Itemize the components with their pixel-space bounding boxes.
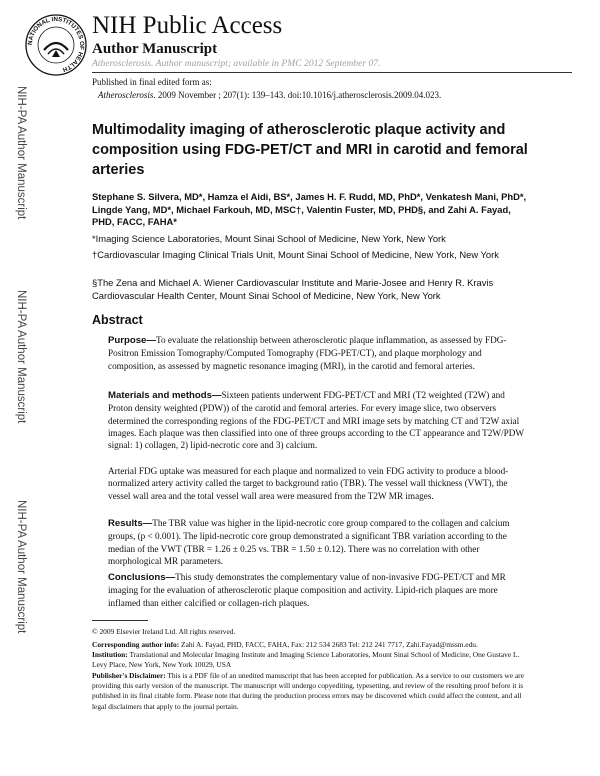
methods-text: Sixteen patients underwent FDG-PET/CT and MRI (T2 weighted (T2W) and Proton density weighted (PDW)) of the carotid and femoral arteries. For every image slice, two observers determined the corresponding regions of the FDG-PET/CT and MRI image sets by matching CT and T2W axial images. Each plaque was then classified into one of three groups according to the CT appearance and T2W/PDW signal: 1) collagen, 2) lipid-necrotic core and 3) calcium. xyxy=(108,390,524,451)
abstract-heading: Abstract xyxy=(92,313,143,327)
abstract-results xyxy=(108,517,524,567)
affiliation-3: §The Zena and Michael A. Wiener Cardiovascular Institute and Marie-Josee and Henry R. Kravis Cardiovascular Health Center, Mount Sinai School of Medicine, New York, New York xyxy=(92,277,494,301)
affiliation-2: †Cardiovascular Imaging Clinical Trials Unit, Mount Sinai School of Medicine, New York, New York xyxy=(92,249,499,260)
institution-label: Institution: xyxy=(92,650,128,659)
side-label-top: NIH-PA Author Manuscript xyxy=(15,86,27,220)
availability-note: Atherosclerosis. Author manuscript; available in PMC 2012 September 07. xyxy=(92,58,381,69)
publisher-disclaimer xyxy=(92,671,532,712)
header-divider xyxy=(92,72,572,73)
article-title: Multimodality imaging of atherosclerotic plaque activity and composition using FDG-PET/CT and MRI in carotid and femoral arteries xyxy=(92,122,528,178)
citation-line xyxy=(92,89,441,102)
side-label-middle: NIH-PA Author Manuscript xyxy=(15,290,27,424)
disclaimer-text: This is a PDF file of an unedited manuscript that has been accepted for publication. As a service to our customers we are providing this early version of the manuscript. The manuscript will undergo copyediting, typesetting, and review of the resulting proof before it is published in its final citable form. Please note that during the production process errors may be discovered which could affect the content, and all legal disclaimers that apply to the journal pertain. xyxy=(92,671,524,711)
purpose-text: To evaluate the relationship between atherosclerotic plaque inflammation, as assessed by FDG-Positron Emission Tomography/Computed Tomography (FDG-PET/CT), and plaque morphology and composition, as assessed by magnetic resonance imaging (MRI), in the carotid and femoral arteries. xyxy=(108,335,507,371)
citation-details: . 2009 November ; 207(1): 139–143. doi:10.1016/j.atherosclerosis.2009.04.023. xyxy=(153,90,442,100)
corresponding-author xyxy=(92,640,532,650)
methods-label: Materials and methods— xyxy=(108,390,222,401)
footnote-divider xyxy=(92,620,148,621)
journal-name: Atherosclerosis xyxy=(98,90,154,100)
purpose-label: Purpose— xyxy=(108,335,156,346)
side-label-bottom: NIH-PA Author Manuscript xyxy=(15,500,27,634)
hhs-eagle-icon xyxy=(44,43,68,57)
results-label: Results— xyxy=(108,518,153,529)
affiliation-1: *Imaging Science Laboratories, Mount Sinai School of Medicine, New York, New York xyxy=(92,233,446,244)
published-label: Published in final edited form as: xyxy=(92,77,212,87)
nih-public-access-title: NIH Public Access xyxy=(92,12,283,39)
institution-note xyxy=(92,650,532,670)
abstract-conclusions xyxy=(108,571,524,609)
author-list: Stephane S. Silvera, MD*, Hamza el Aidi, BS*, James H. F. Rudd, MD, PhD*, Venkatesh Mani, PhD*, Lingde Yang, MD*, Michael Farkouh, MD, MSC†, Valentin Fuster, MD, PHD§, and Zahi A. Fayad, PHD, FACC, FAHA* xyxy=(92,191,527,227)
svg-text:NATIONAL INSTITUTES OF HEALTH xyxy=(27,16,85,73)
conclusions-label: Conclusions— xyxy=(108,572,176,583)
abstract-purpose xyxy=(108,334,524,372)
corresponding-text: Zahi A. Fayad, PHD, FACC, FAHA, Fax: 212 534 2683 Tel: 212 241 7717, Zahi.Fayad@mssm.edu. xyxy=(179,640,478,649)
results-text: The TBR value was higher in the lipid-necrotic core group compared to the collagen and calcium groups, (p < 0.001). The lipid-necrotic core group demonstrated a significant TBR variation according to the median of the VWT (TBR = 1.26 ± 0.25 vs. TBR = 1.50 ± 0.12). There was no correlation with other morphological MR parameters. xyxy=(108,518,510,566)
copyright-note: © 2009 Elsevier Ireland Ltd. All rights reserved. xyxy=(92,627,236,636)
institution-text: Translational and Molecular Imaging Institute and Imaging Science Laboratories, Mount Sinai School of Medicine, One Gustave L. Levy Place, New York, New York 10029, USA xyxy=(92,650,520,670)
conclusions-text: This study demonstrates the complementary value of non-invasive FDG-PET/CT and MR imaging for the evaluation of atherosclerotic plaque composition and activity. Lipid-rich plaques are more inflamed than either calcified or collagen-rich plaques. xyxy=(108,572,506,608)
disclaimer-label: Publisher's Disclaimer: xyxy=(92,671,166,680)
nih-logo xyxy=(25,14,87,76)
nih-logo-text: NATIONAL INSTITUTES OF HEALTH xyxy=(26,15,86,73)
publication-info xyxy=(92,76,441,102)
corresponding-label: Corresponding author info: xyxy=(92,640,180,649)
abstract-methods xyxy=(108,389,524,451)
abstract-methods-continued: Arterial FDG uptake was measured for each plaque and normalized to vein FDG activity to produce a blood-normalized artery activity called the target to background ratio (TBR). The vessel wall thickness (VWT), the vessel wall area and the total vessel wall area were measured from the T2W MR images. xyxy=(108,466,509,501)
author-manuscript-label: Author Manuscript xyxy=(92,41,218,57)
